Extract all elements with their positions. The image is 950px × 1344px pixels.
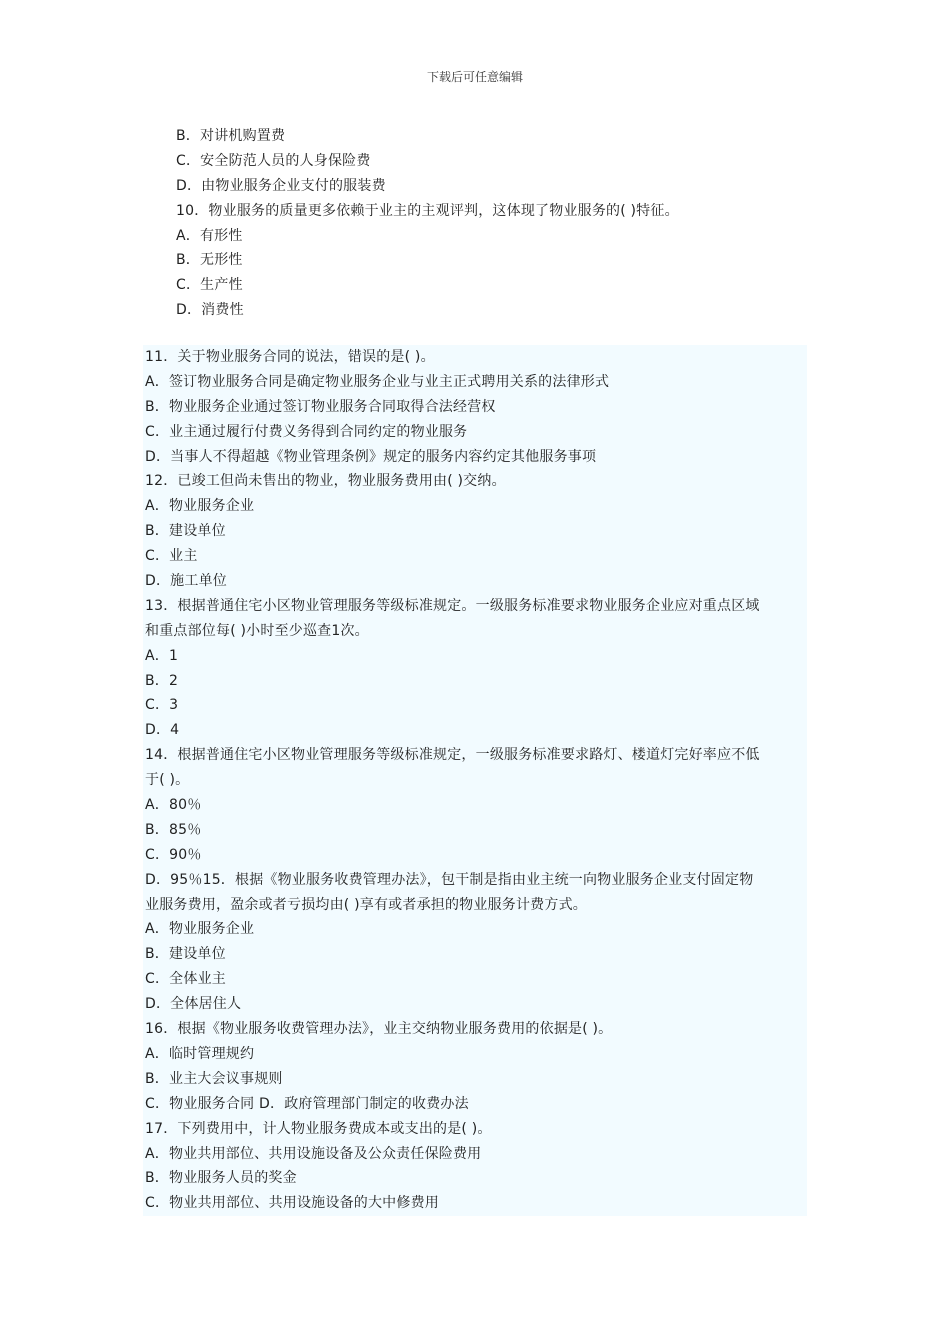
option-line: A．1 [145,647,179,664]
questions-section-2 [143,345,807,1216]
option-line: B．业主大会议事规则 [145,1070,283,1087]
option-line: A．物业共用部位、共用设施设备及公众责任保险费用 [145,1145,482,1162]
option-line: C．物业共用部位、共用设施设备的大中修费用 [145,1195,439,1212]
option-line: A．物业服务企业 [145,921,255,938]
option-line: A．物业服务企业 [145,498,255,515]
option-line: C．业主 [145,548,198,565]
option-line: A．临时管理规约 [145,1045,255,1062]
option-line: B．2 [145,672,179,689]
option-line: A．80％ [145,797,202,814]
option-line: B．85％ [145,821,202,838]
option-line: D．施工单位 [145,573,227,590]
option-line: B．建设单位 [145,946,226,963]
option-line: C．全体业主 [145,971,226,988]
option-line: D．全体居住人 [145,996,242,1013]
question-line: 16．根据《物业服务收费管理办法》，业主交纳物业服务费用的依据是( )。 [145,1021,613,1038]
option-line: B．物业服务企业通过签订物业服务合同取得合法经营权 [145,398,496,415]
option-line: A．签订物业服务合同是确定物业服务企业与业主正式聘用关系的法律形式 [145,373,610,390]
question-line: 13．根据普通住宅小区物业管理服务等级标准规定。一级服务标准要求物业服务企业应对重点区域 [145,597,760,614]
option-line: C．物业服务合同 D．政府管理部门制定的收费办法 [145,1095,469,1112]
option-line: B．无形性 [176,252,243,269]
question-line: 和重点部位每( )小时至少巡查1次。 [145,622,369,639]
option-line: D．当事人不得超越《物业管理条例》规定的服务内容约定其他服务事项 [145,448,597,465]
option-line: C．安全防范人员的人身保险费 [176,152,371,169]
option-line: C．90％ [145,846,202,863]
option-line: D．消费性 [176,302,244,319]
option-line: B．物业服务人员的奖金 [145,1170,297,1187]
option-line: B．对讲机购置费 [176,128,286,144]
questions-section-1 [176,124,796,323]
question-line: 10．物业服务的质量更多依赖于业主的主观评判，这体现了物业服务的( )特征。 [176,202,679,219]
option-line: B．建设单位 [145,523,226,540]
question-line: 12．已竣工但尚未售出的物业，物业服务费用由( )交纳。 [145,473,506,490]
question-line: D．95％15．根据《物业服务收费管理办法》，包干制是指由业主统一向物业服务企业支付固定物 [145,871,754,888]
question-line: 17．下列费用中，计人物业服务费成本或支出的是( )。 [145,1120,492,1137]
option-line: C．生产性 [176,277,243,294]
option-line: C．业主通过履行付费义务得到合同约定的物业服务 [145,423,468,440]
question-line: 于( )。 [145,772,190,789]
option-line: D．4 [145,722,180,739]
question-line: 业服务费用，盈余或者亏损均由( )享有或者承担的物业服务计费方式。 [145,896,587,913]
question-line: 11．关于物业服务合同的说法，错误的是( )。 [145,349,435,365]
option-line: D．由物业服务企业支付的服装费 [176,177,386,194]
question-line: 14．根据普通住宅小区物业管理服务等级标准规定，一级服务标准要求路灯、楼道灯完好率应不低 [145,747,760,764]
option-line: A．有形性 [176,227,243,244]
option-line: C．3 [145,697,179,714]
page-header: 下载后可任意编辑 [426,70,523,84]
